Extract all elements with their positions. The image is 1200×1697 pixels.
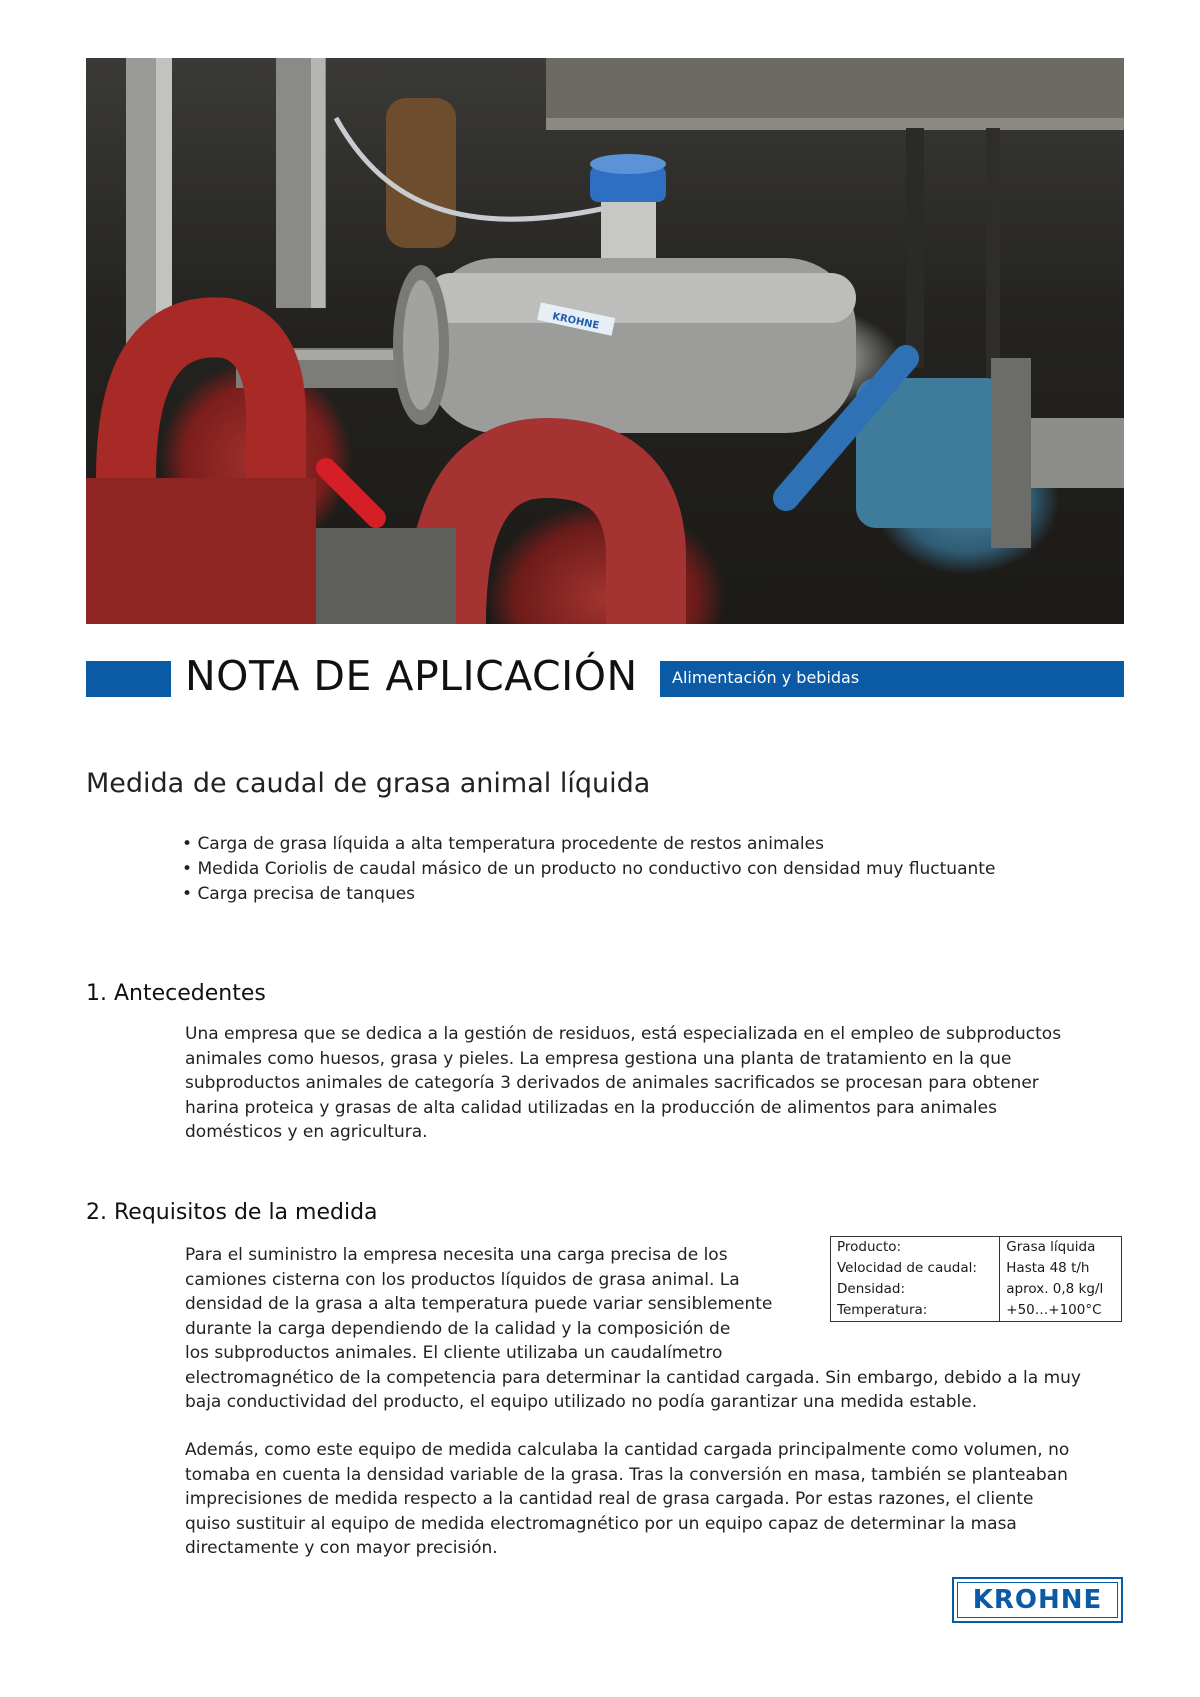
table-row: [831, 1258, 1121, 1279]
section-heading-requisitos: 2. Requisitos de la medida: [86, 1200, 378, 1225]
spec-value: +50…+100°C: [1000, 1300, 1121, 1321]
spec-value: Hasta 48 t/h: [1000, 1258, 1121, 1279]
spec-label: Velocidad de caudal:: [837, 1260, 977, 1276]
category-label: Alimentación y bebidas: [672, 668, 860, 687]
spec-table: [830, 1236, 1122, 1322]
text-line: baja conductividad del producto, el equipo utilizado no podía garantizar una medida estable.: [185, 1392, 978, 1412]
table-row: [831, 1300, 1121, 1321]
spec-value: aprox. 0,8 kg/l: [1000, 1279, 1121, 1300]
logo-text: KROHNE: [957, 1582, 1118, 1618]
text-line: electromagnético de la competencia para determinar la cantidad cargada. Sin embargo, debido a la muy: [185, 1367, 1081, 1388]
flowmeter-label: KROHNE: [551, 311, 601, 332]
photo-illustration: [86, 58, 1124, 624]
text-line: Para el suministro la empresa necesita una carga precisa de los: [185, 1245, 728, 1265]
text-line: durante la carga dependiendo de la calidad y la composición de: [185, 1318, 731, 1339]
spec-label: Temperatura:: [837, 1302, 928, 1318]
section-1-body: [185, 1022, 1061, 1145]
text-line: domésticos y en agricultura.: [185, 1122, 428, 1142]
text-line: imprecisiones de medida respecto a la cantidad real de grasa cargada. Por estas razones, el cliente: [185, 1489, 1034, 1509]
text-line: animales como huesos, grasa y pieles. La empresa gestiona una planta de tratamiento en la que: [185, 1048, 1012, 1069]
table-row: [831, 1237, 1121, 1258]
section-2-paragraph-2: [185, 1438, 1069, 1561]
header-accent-bar: [86, 661, 171, 697]
text-line: densidad de la grasa a alta temperatura puede variar sensiblemente: [185, 1294, 773, 1314]
list-item: • Carga precisa de tanques: [182, 882, 995, 907]
hero-photo: [86, 58, 1124, 624]
krohne-logo: [952, 1577, 1123, 1623]
list-item: • Carga de grasa líquida a alta temperatura procedente de restos animales: [182, 832, 995, 857]
table-row: [831, 1279, 1121, 1300]
text-line: los subproductos animales. El cliente utilizaba un caudalímetro: [185, 1343, 723, 1363]
document-subtitle: Medida de caudal de grasa animal líquida: [86, 768, 651, 799]
category-banner: [660, 661, 1124, 697]
text-line: Además, como este equipo de medida calculaba la cantidad cargada principalmente como volumen, no: [185, 1440, 1070, 1460]
text-line: camiones cisterna con los productos líquidos de grasa animal. La: [185, 1269, 740, 1290]
list-item: • Medida Coriolis de caudal másico de un producto no conductivo con densidad muy fluctuante: [182, 857, 995, 882]
spec-value: Grasa líquida: [1000, 1237, 1121, 1258]
section-heading-antecedentes: 1. Antecedentes: [86, 981, 266, 1006]
text-line: tomaba en cuenta la densidad variable de la grasa. Tras la conversión en masa, también se planteaban: [185, 1464, 1068, 1485]
text-line: harina proteica y grasas de alta calidad utilizadas en la producción de alimentos para animales: [185, 1097, 997, 1118]
text-line: subproductos animales de categoría 3 derivados de animales sacrificados se procesan para obtener: [185, 1073, 1039, 1093]
text-line: directamente y con mayor precisión.: [185, 1538, 498, 1558]
spec-label: Producto:: [837, 1239, 902, 1255]
page-title: NOTA DE APLICACIÓN: [185, 652, 638, 700]
key-points-list: [182, 832, 995, 907]
text-line: Una empresa que se dedica a la gestión de residuos, está especializada en el empleo de subproductos: [185, 1024, 1062, 1044]
text-line: quiso sustituir al equipo de medida electromagnético por un equipo capaz de determinar la masa: [185, 1513, 1017, 1534]
spec-label: Densidad:: [837, 1281, 906, 1297]
